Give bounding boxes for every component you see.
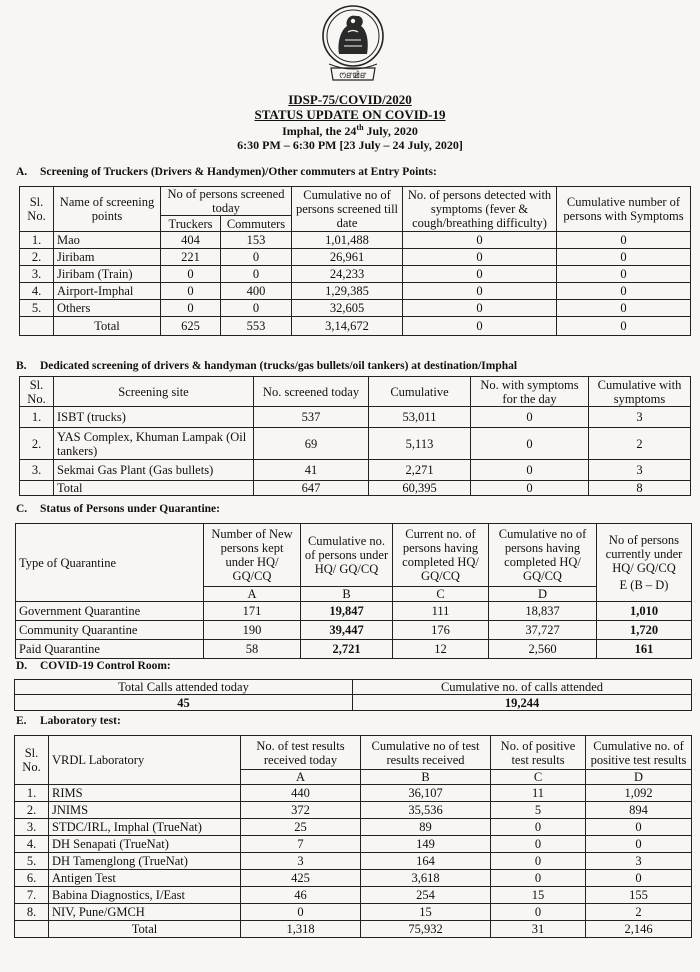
table-row <box>20 249 691 266</box>
cell-lab: NIV, Pune/GMCH <box>49 904 241 921</box>
cell-sl: 2. <box>15 802 49 819</box>
col-sl: Sl. No. <box>15 736 49 785</box>
col-screened-today: No of persons screened today <box>161 187 292 216</box>
cell-sym-day: 0 <box>471 407 589 428</box>
cell-current: 12 <box>393 640 489 659</box>
cell-cumulative: 2,271 <box>369 460 471 481</box>
col-sl: Sl. No. <box>20 187 54 232</box>
cell-sl: 5. <box>20 300 54 317</box>
cell-new: 190 <box>204 621 301 640</box>
cell-new: 171 <box>204 602 301 621</box>
table-row <box>15 785 692 802</box>
cell-cum-received: 36,107 <box>361 785 491 802</box>
calls-cumulative-value: 19,244 <box>353 695 692 711</box>
section-e-heading: E. Laboratory test: <box>16 715 121 727</box>
cell-cum-symptoms: 0 <box>557 232 691 249</box>
cell-sl: 2. <box>20 428 54 460</box>
col-symptoms: No. of persons detected with symptoms (fever & cough/breathing difficulty) <box>403 187 557 232</box>
col-sl: Sl. No. <box>20 377 54 407</box>
cell-positive: 5 <box>491 802 586 819</box>
cell-currently: 1,720 <box>597 621 692 640</box>
cell-lab: Antigen Test <box>49 870 241 887</box>
cell-cum-positive: 1,092 <box>586 785 692 802</box>
cell-cum-sym: 2 <box>589 428 691 460</box>
col-symptoms-day: No. with symptoms for the day <box>471 377 589 407</box>
col-received-today: No. of test results received today <box>241 736 361 770</box>
cell-positive: 0 <box>491 836 586 853</box>
cell-cumulative: 53,011 <box>369 407 471 428</box>
table-row <box>15 802 692 819</box>
cell-lab: DH Senapati (TrueNat) <box>49 836 241 853</box>
cell-current: 111 <box>393 602 489 621</box>
cell-type: Government Quarantine <box>16 602 204 621</box>
col-cum-symptoms: Cumulative with symptoms <box>589 377 691 407</box>
cell-cum-symptoms: 0 <box>557 283 691 300</box>
cell-truckers: 404 <box>161 232 221 249</box>
cell-truckers: 0 <box>161 300 221 317</box>
cell-cum-positive: 0 <box>586 870 692 887</box>
cell-cum-received: 164 <box>361 853 491 870</box>
table-row-total: Total 1,318 75,932 31 2,146 <box>15 921 692 938</box>
cell-cum-symptoms: 0 <box>557 249 691 266</box>
cell-commuters: 0 <box>221 300 292 317</box>
cell-cum-symptoms: 0 <box>557 300 691 317</box>
table-row-total: Total 625 553 3,14,672 0 0 <box>20 317 691 336</box>
col-cum-symptoms: Cumulative number of persons with Symptoms <box>557 187 691 232</box>
cell-received-today: 3 <box>241 853 361 870</box>
cell-sl: 1. <box>20 407 54 428</box>
cell-cumulative: 5,113 <box>369 428 471 460</box>
cell-lab: JNIMS <box>49 802 241 819</box>
cell-cum-symptoms: 0 <box>557 266 691 283</box>
cell-sl: 3. <box>20 266 54 283</box>
cell-type: Community Quarantine <box>16 621 204 640</box>
cell-received-today: 0 <box>241 904 361 921</box>
cell-received-today: 25 <box>241 819 361 836</box>
cell-cum-received: 35,536 <box>361 802 491 819</box>
cell-cum-received: 3,618 <box>361 870 491 887</box>
cell-cum: 19,847 <box>301 602 393 621</box>
cell-today: 537 <box>254 407 369 428</box>
cell-sl: 6. <box>15 870 49 887</box>
quarantine-status-table: Type of Quarantine Number of New persons kept under HQ/ GQ/CQ Cumulative no. of persons under HQ/ GQ/CQ Current no. of persons having completed HQ/ GQ/CQ Cumulative no of persons having completed HQ/ GQ/CQ No of persons currently under HQ/ GQ/CQ E (B – D) A B C D Government Quarantine 171 19,847 111 18,837 1,010 Community Quarantine 190 39,447 176 37,727 1,720 Paid Quarantine 58 2,721 12 2,560 161 <box>15 523 692 659</box>
cell-received-today: 440 <box>241 785 361 802</box>
cell-cum-received: 254 <box>361 887 491 904</box>
cell-sl: 1. <box>15 785 49 802</box>
cell-cum-positive: 2 <box>586 904 692 921</box>
section-d-heading: D. COVID-19 Control Room: <box>16 660 171 672</box>
cell-lab: STDC/IRL, Imphal (TrueNat) <box>49 819 241 836</box>
cell-positive: 0 <box>491 904 586 921</box>
cell-sl: 5. <box>15 853 49 870</box>
table-row <box>15 887 692 904</box>
cell-cum-completed: 18,837 <box>489 602 597 621</box>
col-cumulative: Cumulative <box>369 377 471 407</box>
cell-cum-positive: 0 <box>586 819 692 836</box>
cell-site: Sekmai Gas Plant (Gas bullets) <box>54 460 254 481</box>
col-screening-site: Screening site <box>54 377 254 407</box>
calls-cumulative-label: Cumulative no. of calls attended <box>353 680 692 695</box>
cell-sl: 3. <box>15 819 49 836</box>
cell-cumulative: 32,605 <box>292 300 403 317</box>
cell-today: 69 <box>254 428 369 460</box>
table-row <box>20 232 691 249</box>
cell-sl: 1. <box>20 232 54 249</box>
cell-positive: 0 <box>491 819 586 836</box>
cell-cum-completed: 37,727 <box>489 621 597 640</box>
cell-commuters: 400 <box>221 283 292 300</box>
col-cum-positive: Cumulative no. of positive test results <box>586 736 692 770</box>
table-row <box>20 300 691 317</box>
cell-name: Others <box>54 300 161 317</box>
table-row <box>20 283 691 300</box>
col-cum-completed: Cumulative no of persons having completed HQ/ GQ/CQ <box>489 524 597 587</box>
cell-received-today: 7 <box>241 836 361 853</box>
cell-commuters: 0 <box>221 266 292 283</box>
cell-lab: RIMS <box>49 785 241 802</box>
col-new-persons: Number of New persons kept under HQ/ GQ/CQ <box>204 524 301 587</box>
cell-cum-positive: 894 <box>586 802 692 819</box>
table-row <box>15 870 692 887</box>
cell-new: 58 <box>204 640 301 659</box>
cell-cum-received: 149 <box>361 836 491 853</box>
cell-received-today: 46 <box>241 887 361 904</box>
cell-sl: 7. <box>15 887 49 904</box>
cell-site: YAS Complex, Khuman Lampak (Oil tankers) <box>54 428 254 460</box>
cell-name: Airport-Imphal <box>54 283 161 300</box>
cell-cumulative: 26,961 <box>292 249 403 266</box>
document-title: STATUS UPDATE ON COVID-19 <box>254 107 446 122</box>
cell-cumulative: 1,29,385 <box>292 283 403 300</box>
cell-commuters: 0 <box>221 249 292 266</box>
cell-cum-received: 89 <box>361 819 491 836</box>
cell-cumulative: 24,233 <box>292 266 403 283</box>
cell-cum-positive: 0 <box>586 836 692 853</box>
section-c-heading: C. Status of Persons under Quarantine: <box>16 503 220 515</box>
cell-name: Jiribam (Train) <box>54 266 161 283</box>
col-quarantine-type: Type of Quarantine <box>16 524 204 602</box>
table-row <box>15 836 692 853</box>
cell-positive: 0 <box>491 870 586 887</box>
cell-cum-positive: 155 <box>586 887 692 904</box>
cell-lab: Babina Diagnostics, I/East <box>49 887 241 904</box>
cell-currently: 161 <box>597 640 692 659</box>
cell-truckers: 0 <box>161 283 221 300</box>
cell-name: Jiribam <box>54 249 161 266</box>
section-b-heading: B. Dedicated screening of drivers & handyman (trucks/gas bullets/oil tankers) at destination/Imphal <box>16 360 518 372</box>
cell-positive: 0 <box>491 853 586 870</box>
col-cumulative: Cumulative no of persons screened till date <box>292 187 403 232</box>
cell-symptoms: 0 <box>403 283 557 300</box>
control-room-table <box>14 679 692 711</box>
cell-type: Paid Quarantine <box>16 640 204 659</box>
cell-symptoms: 0 <box>403 266 557 283</box>
cell-symptoms: 0 <box>403 249 557 266</box>
col-truckers: Truckers <box>161 216 221 232</box>
col-lab: VRDL Laboratory <box>49 736 241 785</box>
calls-today-value: 45 <box>15 695 353 711</box>
col-positive: No. of positive test results <box>491 736 586 770</box>
col-current-completed: Current no. of persons having completed HQ/ GQ/CQ <box>393 524 489 587</box>
cell-current: 176 <box>393 621 489 640</box>
manipur-emblem-icon <box>317 4 389 86</box>
table-row <box>16 621 692 640</box>
cell-sl: 8. <box>15 904 49 921</box>
cell-sl: 2. <box>20 249 54 266</box>
col-cum-received: Cumulative no of test results received <box>361 736 491 770</box>
cell-cum-completed: 2,560 <box>489 640 597 659</box>
section-a-heading: A. Screening of Truckers (Drivers & Handymen)/Other commuters at Entry Points: <box>16 166 437 178</box>
cell-symptoms: 0 <box>403 300 557 317</box>
table-row <box>15 904 692 921</box>
cell-truckers: 0 <box>161 266 221 283</box>
cell-cum-sym: 3 <box>589 460 691 481</box>
cell-cum-received: 15 <box>361 904 491 921</box>
cell-cum: 39,447 <box>301 621 393 640</box>
cell-lab: DH Tamenglong (TrueNat) <box>49 853 241 870</box>
col-screened-today: No. screened today <box>254 377 369 407</box>
cell-site: ISBT (trucks) <box>54 407 254 428</box>
table-row <box>16 602 692 621</box>
table-row <box>20 460 691 481</box>
table-row-total: Total 647 60,395 0 8 <box>20 481 691 496</box>
cell-commuters: 153 <box>221 232 292 249</box>
cell-sl: 4. <box>15 836 49 853</box>
cell-cumulative: 1,01,488 <box>292 232 403 249</box>
col-commuters: Commuters <box>221 216 292 232</box>
cell-cum: 2,721 <box>301 640 393 659</box>
document-time-range: 6:30 PM – 6:30 PM [23 July – 24 July, 2020] <box>237 138 463 152</box>
table-row <box>20 407 691 428</box>
cell-sym-day: 0 <box>471 460 589 481</box>
screening-entry-points-table <box>19 186 691 336</box>
cell-received-today: 372 <box>241 802 361 819</box>
emblem-label: ꯁꯔꯀꯥꯔ <box>339 71 367 80</box>
document-ref: IDSP-75/COVID/2020 <box>288 92 412 107</box>
cell-sl: 3. <box>20 460 54 481</box>
cell-truckers: 221 <box>161 249 221 266</box>
table-row <box>16 640 692 659</box>
cell-sym-day: 0 <box>471 428 589 460</box>
cell-symptoms: 0 <box>403 232 557 249</box>
col-currently-under: No of persons currently under HQ/ GQ/CQ <box>605 533 683 575</box>
destination-screening-table <box>19 376 691 496</box>
laboratory-test-table: Sl. No. VRDL Laboratory No. of test results received today Cumulative no of test results received No. of positive test results Cumulative no. of positive test results A B C D 1. RIMS 440 36,107 11 1,092 2. JNIMS 372 35,536 5 894 3. STDC/IRL, Imphal (TrueNat) 25 89 0 0 4. DH Senapati (TrueNat) 7 149 0 0 5. DH Tamenglong (TrueNat) 3 164 0 3 6. Antigen Test 425 3,618 0 0 7. Babina Diagnostics, I/East 46 254 15 155 8. NIV, Pune/GMCH 0 15 0 2 Total 1,318 75,932 31 2,146 <box>14 735 692 938</box>
col-screening-point: Name of screening points <box>54 187 161 232</box>
cell-received-today: 425 <box>241 870 361 887</box>
cell-currently: 1,010 <box>597 602 692 621</box>
cell-cum-sym: 3 <box>589 407 691 428</box>
table-row <box>20 266 691 283</box>
table-row <box>20 428 691 460</box>
cell-sl: 4. <box>20 283 54 300</box>
calls-today-label: Total Calls attended today <box>15 680 353 695</box>
cell-positive: 15 <box>491 887 586 904</box>
cell-today: 41 <box>254 460 369 481</box>
col-cum-persons: Cumulative no. of persons under HQ/ GQ/CQ <box>301 524 393 587</box>
document-date: Imphal, the 24th July, 2020 <box>282 123 418 138</box>
table-row <box>15 853 692 870</box>
cell-name: Mao <box>54 232 161 249</box>
cell-positive: 11 <box>491 785 586 802</box>
table-row <box>15 819 692 836</box>
cell-cum-positive: 3 <box>586 853 692 870</box>
